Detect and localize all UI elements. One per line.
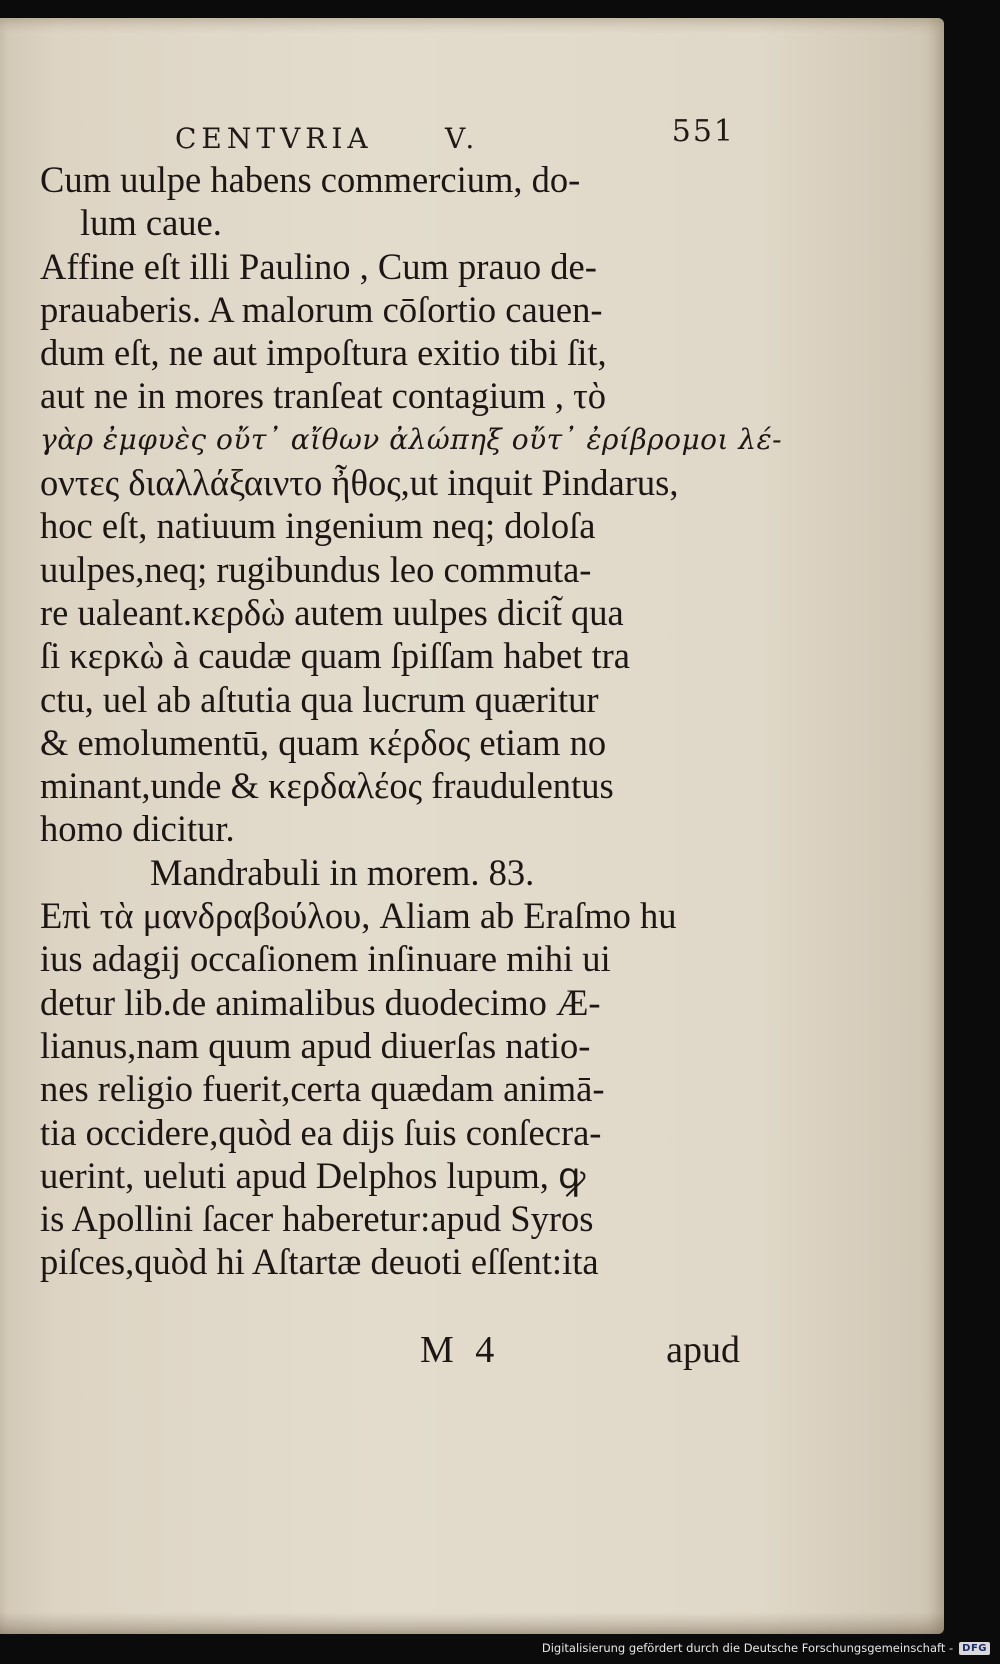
page-number: 551 xyxy=(671,114,735,149)
running-head-title: CENTVRIA xyxy=(175,122,373,155)
running-head xyxy=(175,110,735,154)
text-line: Affine eſt illi Paulino , Cum prauo de- xyxy=(40,245,597,287)
text-line: οντες διαλλάξαιντο ἦθος,ut inquit Pindarus, xyxy=(40,462,679,504)
text-line: aut ne in mores tranſeat contagium , τὸ xyxy=(40,375,607,417)
text-line: lianus,nam quum apud diuerſas natio- xyxy=(40,1024,591,1066)
text-line: ſi κερκὼ à caudæ quam ſpiſſam habet tra xyxy=(40,635,630,677)
text-line: ctu, uel ab aſtutia qua lucrum quæritur xyxy=(40,678,599,720)
text-line: hoc eſt, natiuum ingenium neq; doloſa xyxy=(40,505,596,547)
text-line: uulpes,neq; rugibundus leo commuta- xyxy=(40,548,592,590)
digitization-credit xyxy=(542,1638,990,1658)
text-line: is Apollini ſacer haberetur:apud Syros xyxy=(40,1198,594,1240)
catchword: apud xyxy=(666,1329,740,1371)
text-line: uerint, ueluti apud Delphos lupum, ꝙ xyxy=(40,1154,586,1196)
signature-mark: M 4 xyxy=(420,1329,501,1371)
text-line: lum caue. xyxy=(80,202,222,244)
book-page xyxy=(0,18,944,1634)
page-body xyxy=(40,158,783,1284)
text-line: Cum uulpe habens commercium, do- xyxy=(40,159,581,200)
text-line: homo dicitur. xyxy=(40,808,235,850)
text-line: minant,unde & κερδαλέος fraudulentus xyxy=(40,765,614,807)
text-line: Επὶ τὰ μανδραβούλου, Aliam ab Eraſmo hu xyxy=(40,895,677,937)
section-heading: Mandrabuli in morem. 83. xyxy=(150,851,535,893)
text-line: nes religio fuerit,certa quædam animā- xyxy=(40,1068,605,1110)
running-head-volume: V. xyxy=(445,122,480,155)
text-line: detur lib.de animalibus duodecimo Æ- xyxy=(40,981,601,1023)
catchline xyxy=(420,1328,740,1378)
credit-text: Digitalisierung gefördert durch die Deutsche Forschungsgemeinschaft - xyxy=(541,1641,954,1655)
text-line: tia occidere,quòd ea dijs ſuis conſecra- xyxy=(40,1111,602,1153)
dfg-logo-icon: DFG xyxy=(959,1642,990,1655)
text-line: re ualeant.κερδὼ autem uulpes dicit̃ qua xyxy=(40,591,624,633)
text-line: & emolumentū, quam κέρδος etiam no xyxy=(40,721,607,763)
text-line: ius adagij occaſionem inſinuare mihi ui xyxy=(40,938,611,980)
text-line: dum eſt, ne aut impoſtura exitio tibi ſit, xyxy=(40,332,607,374)
text-line: prauaberis. A malorum cōſortio cauen- xyxy=(40,288,603,330)
greek-text-line: γὰρ ἐμφυὲς οὔτ᾽ αἴθων ἀλώπηξ οὔτ᾽ ἐρίβρομοι λέ- xyxy=(40,422,783,456)
text-line: piſces,quòd hi Aſtartæ deuoti eſſent:ita xyxy=(40,1241,599,1283)
